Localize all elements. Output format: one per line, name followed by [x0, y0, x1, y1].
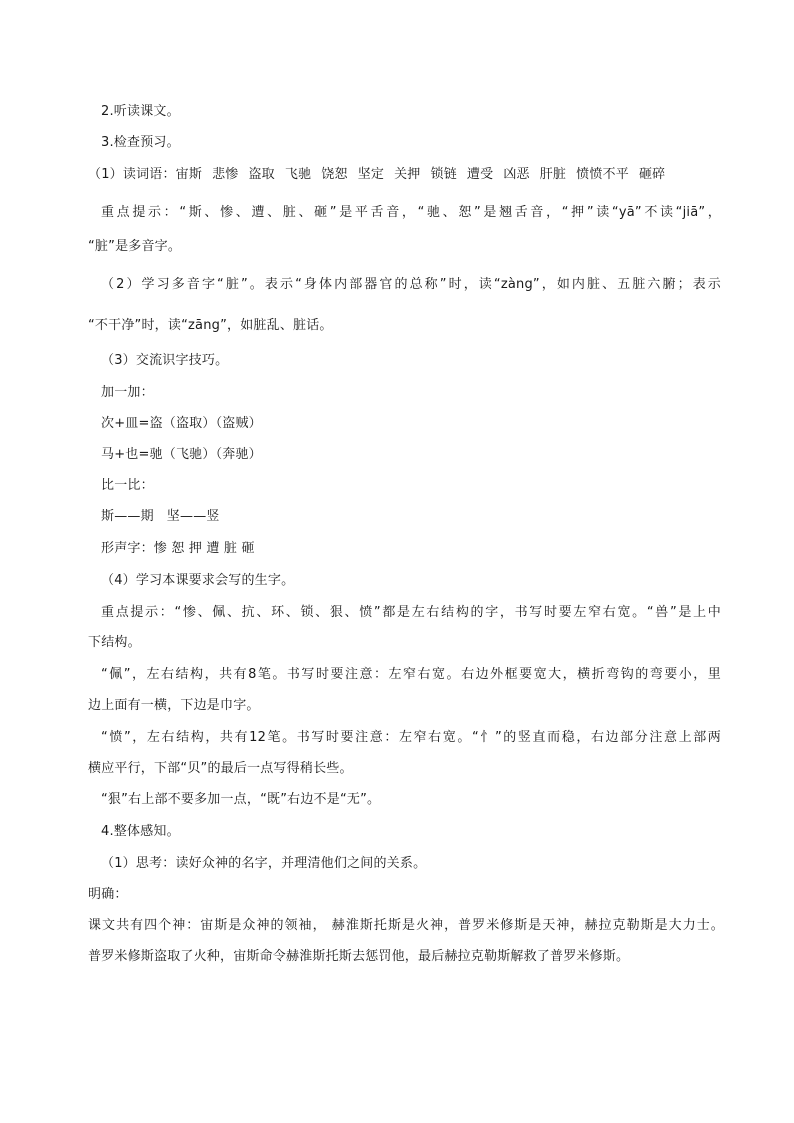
literacy-tips-heading: （3）交流识字技巧。: [101, 353, 229, 368]
vocab-word: 凶恶: [503, 167, 530, 182]
writing-characters-heading: （4）学习本课要求会写的生字。: [101, 573, 295, 588]
vocab-word: 遭受: [466, 167, 494, 182]
add-up-example-1: 次+皿=盗（盗取）（盗贼）: [101, 416, 262, 431]
vocab-word: 关押: [394, 167, 421, 182]
writing-note-line-2: 下结构。: [88, 635, 141, 650]
polyphone-line-2: “不干净”时，读“zāng”，如脏乱、脏话。: [88, 318, 333, 333]
clarify-label: 明确：: [88, 887, 128, 902]
compare-heading: 比一比：: [101, 478, 154, 493]
pei-note-line-2: 边上面有一横，下边是巾字。: [88, 698, 260, 713]
pronunciation-note-line-2: “脏”是多音字。: [88, 239, 182, 254]
polyphone-line-1: （2）学习多音字“脏”。表示“身体内部器官的总称”时，读“zàng”，如内脏、五脏六腑；表示: [101, 277, 721, 292]
phono-semantic-line: 形声字：惨 恕 押 遭 脏 砸: [101, 541, 255, 556]
step-check-preview: 3.检查预习。: [101, 135, 180, 150]
step-listen-reading: 2.听读课文。: [101, 104, 180, 119]
hen-note: “狠”右上部不要多加一点，“既”右边不是“无”。: [101, 792, 381, 807]
writing-note-line-1: 重点提示：“惨、佩、抗、环、锁、狠、愤”都是左右结构的字，书写时要左窄右宽。“兽”是上中: [101, 605, 721, 620]
pronunciation-note-line-1: 重点提示：“斯、惨、遭、脏、砸”是平舌音，“驰、恕”是翘舌音，“押”读“yā”不读“jiā”，: [101, 205, 721, 220]
vocab-word: 愤愤不平: [576, 167, 629, 182]
step-overall-perception: 4.整体感知。: [101, 824, 180, 839]
compare-example: 斯——期 坚——竖: [101, 509, 220, 524]
answer-line-1: 课文共有四个神：宙斯是众神的领袖， 赫淮斯托斯是火神，普罗米修斯是天神，赫拉克勒斯是大力士。: [88, 918, 724, 933]
vocab-word: 砸碎: [638, 167, 666, 182]
pei-note-line-1: “佩”，左右结构，共有8笔。书写时要注意：左窄右宽。右边外框要宽大，横折弯钩的弯要小，里: [101, 667, 721, 682]
answer-line-2: 普罗米修斯盗取了火种，宙斯命令赫淮斯托斯去惩罚他，最后赫拉克勒斯解救了普罗米修斯。: [88, 949, 630, 964]
fen-note-line-1: “愤”，左右结构，共有12笔。书写时要注意：左窄右宽。“忄”的竖直而稳，右边部分注意上部两: [101, 730, 721, 745]
vocab-word: 肝脏: [539, 167, 567, 182]
vocab-word: 盗取: [248, 167, 275, 182]
vocab-word: 宙斯: [175, 167, 203, 182]
vocab-word: 飞驰: [284, 167, 312, 182]
vocab-word: 坚定: [357, 167, 385, 182]
think-prompt: （1）思考：读好众神的名字，并理清他们之间的关系。: [101, 856, 427, 871]
vocab-word: 悲惨: [212, 167, 239, 182]
vocab-reading-line: [88, 166, 665, 184]
add-up-example-2: 马+也=驰（飞驰）（奔驰）: [101, 447, 262, 462]
add-up-heading: 加一加：: [101, 385, 154, 400]
vocab-word: 饶恕: [321, 167, 348, 182]
fen-note-line-2: 横应平行，下部“贝”的最后一点写得稍长些。: [88, 761, 353, 776]
vocab-word: 锁链: [430, 167, 457, 182]
vocab-label: （1）读词语：: [88, 167, 176, 182]
